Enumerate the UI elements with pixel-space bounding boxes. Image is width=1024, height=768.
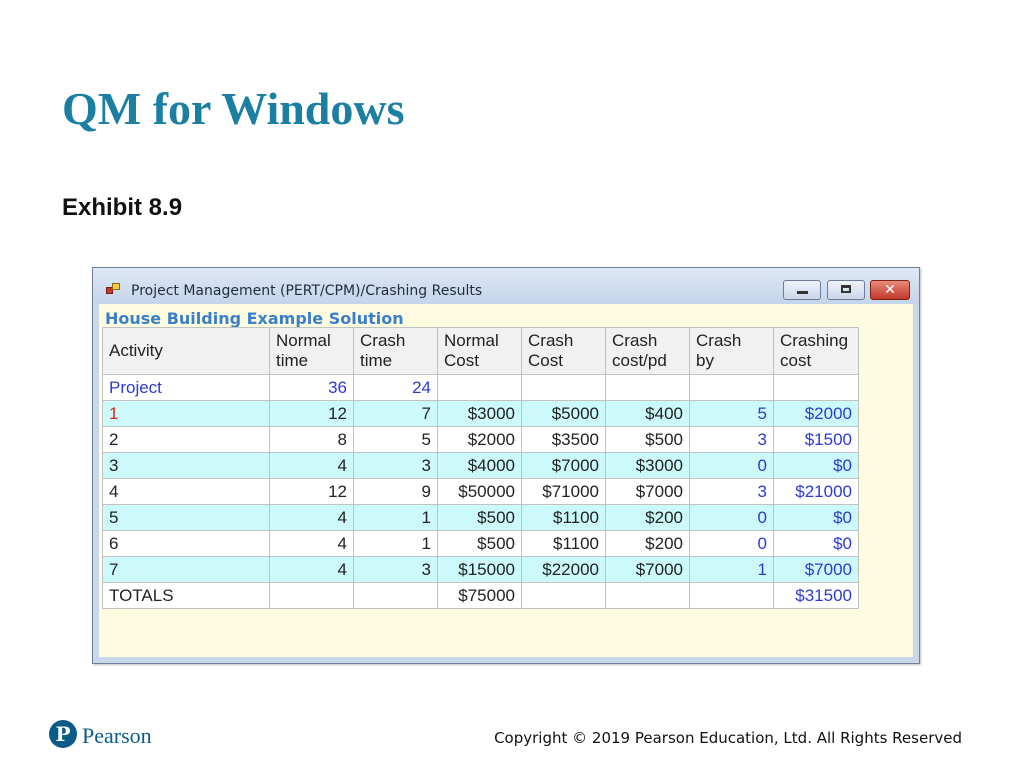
cell-crash-cost: $22000	[522, 557, 606, 583]
close-icon: ✕	[884, 282, 896, 298]
cell-crash-cost-pd: $3000	[606, 453, 690, 479]
minimize-icon	[797, 291, 808, 294]
cell-crash-by: 5	[690, 401, 774, 427]
cell-normal-cost: $500	[438, 505, 522, 531]
cell-crash-by	[690, 375, 774, 401]
cell-crash-time: 9	[354, 479, 438, 505]
cell-normal-cost: $15000	[438, 557, 522, 583]
cell-crash-time: 5	[354, 427, 438, 453]
cell-normal-time: 12	[270, 401, 354, 427]
cell-normal-cost: $75000	[438, 583, 522, 609]
cell-crash-by: 0	[690, 505, 774, 531]
cell-crash-cost-pd: $7000	[606, 557, 690, 583]
cell-crash-time: 1	[354, 505, 438, 531]
cell-crashing-cost	[774, 375, 859, 401]
cell-crash-time	[354, 583, 438, 609]
cell-crashing-cost: $2000	[774, 401, 859, 427]
header-row	[103, 328, 859, 375]
header-crashing-cost[interactable]: Crashing cost	[774, 328, 859, 375]
cell-normal-time: 4	[270, 531, 354, 557]
cell-normal-time: 4	[270, 453, 354, 479]
cell-crash-cost: $1100	[522, 531, 606, 557]
cell-normal-cost: $2000	[438, 427, 522, 453]
cell-crash-cost: $7000	[522, 453, 606, 479]
cell-normal-time: 4	[270, 557, 354, 583]
cell-crash-cost: $5000	[522, 401, 606, 427]
cell-activity: 5	[103, 505, 270, 531]
cell-crashing-cost: $21000	[774, 479, 859, 505]
maximize-icon	[841, 285, 851, 293]
header-normal-cost[interactable]: Normal Cost	[438, 328, 522, 375]
cell-normal-cost: $50000	[438, 479, 522, 505]
pearson-logo-icon: P	[49, 720, 77, 748]
pearson-logo-text: Pearson	[82, 723, 152, 748]
cell-crash-cost	[522, 375, 606, 401]
cell-activity: 1	[103, 401, 270, 427]
cell-crash-cost-pd: $400	[606, 401, 690, 427]
results-window	[92, 267, 920, 664]
app-icon	[106, 283, 120, 295]
cell-crashing-cost: $7000	[774, 557, 859, 583]
cell-crash-time: 7	[354, 401, 438, 427]
header-crash-cost[interactable]: Crash Cost	[522, 328, 606, 375]
cell-activity: TOTALS	[103, 583, 270, 609]
cell-crash-cost-pd: $200	[606, 505, 690, 531]
cell-crash-by: 1	[690, 557, 774, 583]
table-row[interactable]	[103, 401, 859, 427]
cell-crashing-cost: $1500	[774, 427, 859, 453]
cell-activity: 2	[103, 427, 270, 453]
cell-crashing-cost: $0	[774, 453, 859, 479]
table-row[interactable]	[103, 505, 859, 531]
cell-normal-cost	[438, 375, 522, 401]
cell-crash-cost-pd	[606, 583, 690, 609]
cell-normal-time: 8	[270, 427, 354, 453]
table-row-project[interactable]	[103, 375, 859, 401]
header-crash-cost-per-day[interactable]: Crash cost/pd	[606, 328, 690, 375]
table-row[interactable]	[103, 479, 859, 505]
cell-crash-time: 3	[354, 453, 438, 479]
window-titlebar[interactable]	[93, 268, 919, 304]
copyright-notice: Copyright © 2019 Pearson Education, Ltd. All Rights Reserved	[494, 729, 962, 747]
cell-crash-cost: $71000	[522, 479, 606, 505]
cell-crash-by: 0	[690, 531, 774, 557]
cell-crash-time: 24	[354, 375, 438, 401]
cell-activity: 3	[103, 453, 270, 479]
cell-crashing-cost: $31500	[774, 583, 859, 609]
cell-crash-cost-pd: $200	[606, 531, 690, 557]
cell-normal-cost: $3000	[438, 401, 522, 427]
slide-title: QM for Windows	[62, 83, 405, 134]
cell-crashing-cost: $0	[774, 531, 859, 557]
cell-crash-time: 1	[354, 531, 438, 557]
cell-crash-time: 3	[354, 557, 438, 583]
table-row[interactable]	[103, 557, 859, 583]
cell-normal-time	[270, 583, 354, 609]
cell-normal-time: 4	[270, 505, 354, 531]
close-button[interactable]	[870, 280, 910, 300]
exhibit-label: Exhibit 8.9	[62, 194, 183, 221]
cell-normal-cost: $4000	[438, 453, 522, 479]
table-row[interactable]	[103, 531, 859, 557]
table-caption: House Building Example Solution	[105, 309, 404, 328]
cell-crash-by	[690, 583, 774, 609]
cell-activity: Project	[103, 375, 270, 401]
results-table	[102, 327, 859, 609]
cell-normal-time: 36	[270, 375, 354, 401]
cell-crash-by: 0	[690, 453, 774, 479]
header-activity[interactable]: Activity	[103, 328, 270, 375]
cell-crash-by: 3	[690, 427, 774, 453]
cell-crash-cost	[522, 583, 606, 609]
cell-crash-cost: $1100	[522, 505, 606, 531]
cell-activity: 6	[103, 531, 270, 557]
table-row[interactable]	[103, 427, 859, 453]
table-row-totals[interactable]	[103, 583, 859, 609]
header-normal-time[interactable]: Normal time	[270, 328, 354, 375]
header-crash-by[interactable]: Crash by	[690, 328, 774, 375]
cell-crash-cost-pd: $7000	[606, 479, 690, 505]
cell-normal-time: 12	[270, 479, 354, 505]
header-crash-time[interactable]: Crash time	[354, 328, 438, 375]
table-row[interactable]	[103, 453, 859, 479]
cell-crash-cost-pd: $500	[606, 427, 690, 453]
cell-crash-cost: $3500	[522, 427, 606, 453]
maximize-button[interactable]	[827, 280, 865, 300]
window-title: Project Management (PERT/CPM)/Crashing Results	[131, 283, 483, 299]
window-client-area	[99, 304, 913, 657]
minimize-button[interactable]	[783, 280, 821, 300]
cell-crash-cost-pd	[606, 375, 690, 401]
cell-crash-by: 3	[690, 479, 774, 505]
cell-activity: 4	[103, 479, 270, 505]
cell-crashing-cost: $0	[774, 505, 859, 531]
cell-normal-cost: $500	[438, 531, 522, 557]
cell-activity: 7	[103, 557, 270, 583]
